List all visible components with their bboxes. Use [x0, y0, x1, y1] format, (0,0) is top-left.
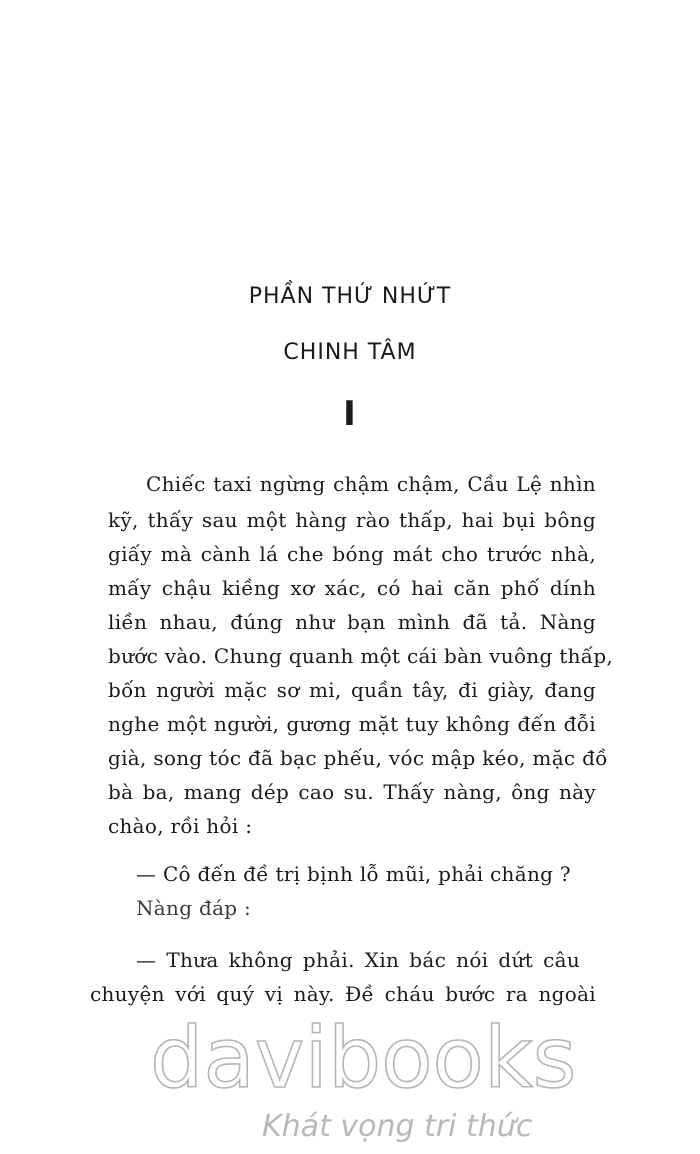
- watermark-brand: davibooks: [150, 1009, 577, 1107]
- chapter-number: I: [343, 394, 357, 434]
- dialogue-line: — Thưa không phải. Xin bác nói dứt câu: [136, 948, 580, 972]
- body-line: kỹ, thấy sau một hàng rào thấp, hai bụi bông: [108, 508, 596, 532]
- body-line: bước vào. Chung quanh một cái bàn vuông thấp,: [108, 644, 614, 668]
- body-line: già, song tóc đã bạc phếu, vóc mập kéo, mặc đồ: [108, 746, 608, 770]
- body-line: bà ba, mang dép cao su. Thấy nàng, ông này: [108, 780, 596, 804]
- part-title: PHẦN THỨ NHỨT: [248, 284, 452, 309]
- body-line: giấy mà cành lá che bóng mát cho trước nhà,: [108, 542, 596, 566]
- watermark-tagline: Khát vọng tri thức: [262, 1109, 533, 1144]
- reply-line: Nàng đáp :: [136, 896, 252, 920]
- body-line: nghe một người, gương mặt tuy không đến đỗi: [108, 712, 596, 736]
- body-line: liền nhau, đúng như bạn mình đã tả. Nàng: [108, 610, 596, 634]
- body-line: chào, rồi hỏi :: [108, 814, 253, 838]
- body-line: bốn người mặc sơ mi, quần tây, đi giày, đang: [108, 678, 596, 702]
- body-line: Chiếc taxi ngừng chậm chậm, Cầu Lệ nhìn: [146, 472, 596, 496]
- dialogue-line: — Cô đến đề trị bịnh lỗ mũi, phải chăng ?: [136, 862, 571, 886]
- section-title: CHINH TÂM: [283, 340, 417, 365]
- body-line: mấy chậu kiềng xơ xác, có hai căn phố dính: [108, 576, 596, 600]
- dialogue-line: chuyện với quý vị này. Đề cháu bước ra ngoài: [90, 982, 596, 1006]
